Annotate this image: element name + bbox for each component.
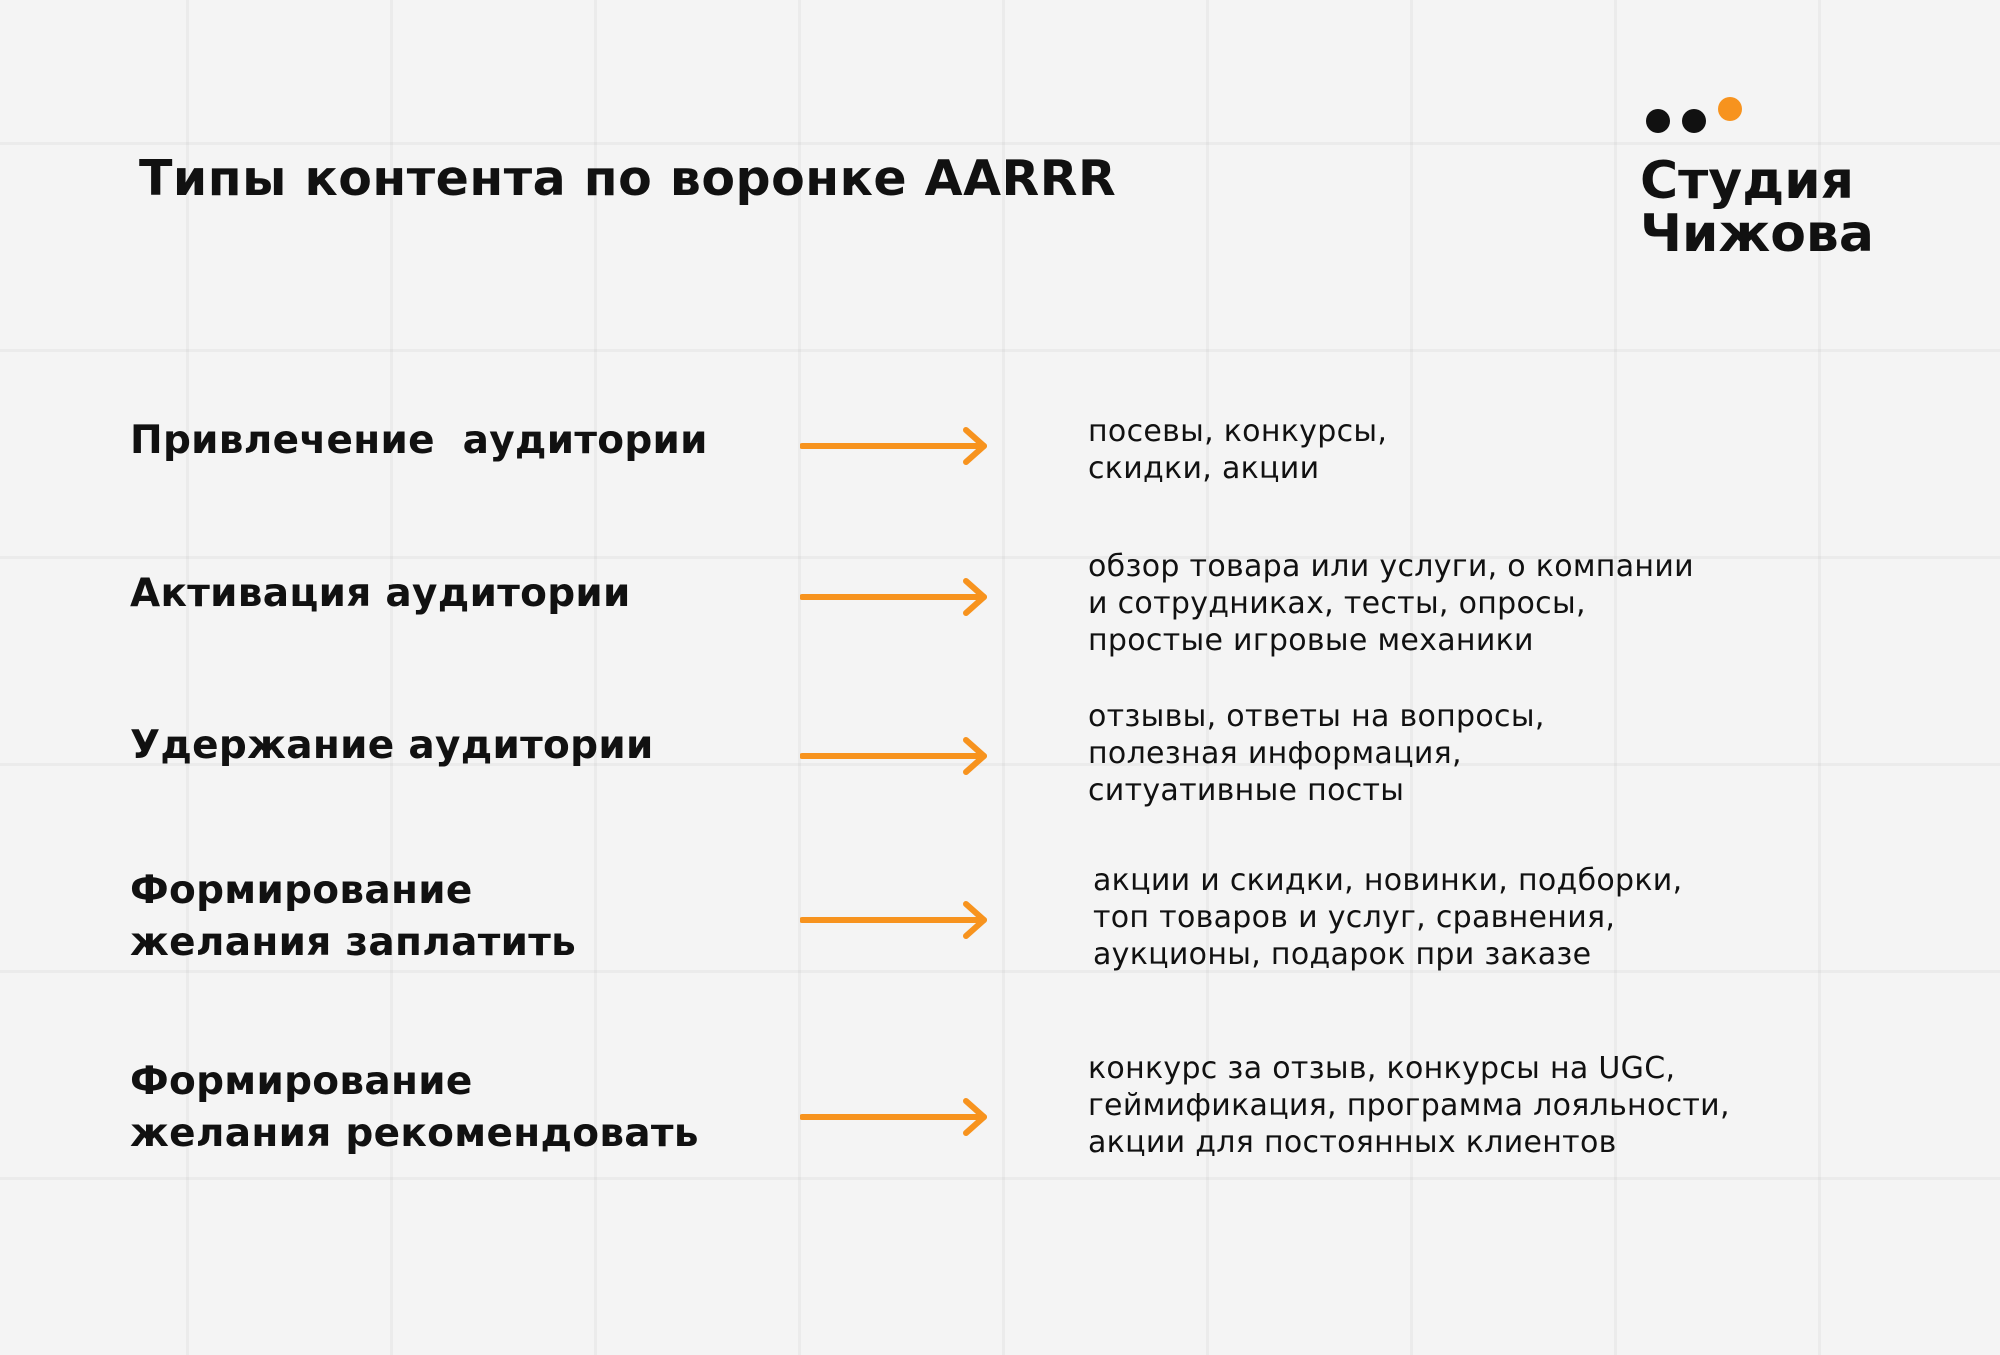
content-line: скидки, акции bbox=[1088, 451, 1320, 486]
content-line: аукционы, подарок при заказе bbox=[1093, 937, 1592, 972]
stage-label bbox=[130, 720, 654, 772]
arrow-right-icon bbox=[800, 1097, 990, 1137]
content-line: полезная информация, bbox=[1088, 736, 1462, 771]
logo-dot-icon bbox=[1646, 109, 1670, 133]
studio-logo bbox=[1640, 95, 1880, 275]
stage-label-line: желания рекомендовать bbox=[130, 1111, 699, 1156]
stage-content-types bbox=[1088, 1050, 1730, 1161]
content-line: геймификация, программа лояльности, bbox=[1088, 1088, 1730, 1123]
stage-label-line: Привлечение аудитории bbox=[130, 418, 708, 463]
stage-label-line: желания заплатить bbox=[130, 920, 577, 965]
arrow-right-icon bbox=[800, 577, 990, 617]
content-line: акции и скидки, новинки, подборки, bbox=[1093, 863, 1683, 898]
page-title: Типы контента по воронке AARRR bbox=[139, 150, 1117, 207]
stage-label-line: Формирование bbox=[130, 1059, 473, 1104]
stage-content-types bbox=[1093, 862, 1682, 973]
logo-dot-icon bbox=[1682, 109, 1706, 133]
content-line: акции для постоянных клиентов bbox=[1088, 1125, 1617, 1160]
content-line: и сотрудниках, тесты, опросы, bbox=[1088, 586, 1586, 621]
content-line: обзор товара или услуги, о компании bbox=[1088, 549, 1694, 584]
stage-label-line: Формирование bbox=[130, 868, 473, 913]
content-line: отзывы, ответы на вопросы, bbox=[1088, 699, 1545, 734]
logo-dot-accent-icon bbox=[1718, 97, 1742, 121]
content-line: топ товаров и услуг, сравнения, bbox=[1093, 900, 1616, 935]
stage-label-line: Активация аудитории bbox=[130, 571, 631, 616]
stage-label bbox=[130, 415, 708, 467]
logo-line-1: Студия bbox=[1640, 151, 1855, 211]
stage-content-types bbox=[1088, 413, 1387, 487]
stage-content-types bbox=[1088, 548, 1694, 659]
stage-label bbox=[130, 568, 631, 620]
arrow-right-icon bbox=[800, 736, 990, 776]
stage-label-line: Удержание аудитории bbox=[130, 723, 654, 768]
stage-label bbox=[130, 865, 576, 969]
content-line: простые игровые механики bbox=[1088, 623, 1534, 658]
stage-label bbox=[130, 1056, 699, 1160]
logo-line-2: Чижова bbox=[1640, 204, 1874, 264]
stage-content-types bbox=[1088, 698, 1545, 809]
logo-wordmark bbox=[1640, 151, 1874, 264]
arrow-right-icon bbox=[800, 900, 990, 940]
content-line: ситуативные посты bbox=[1088, 773, 1405, 808]
content-line: конкурс за отзыв, конкурсы на UGC, bbox=[1088, 1051, 1676, 1086]
content-line: посевы, конкурсы, bbox=[1088, 414, 1388, 449]
arrow-right-icon bbox=[800, 426, 990, 466]
